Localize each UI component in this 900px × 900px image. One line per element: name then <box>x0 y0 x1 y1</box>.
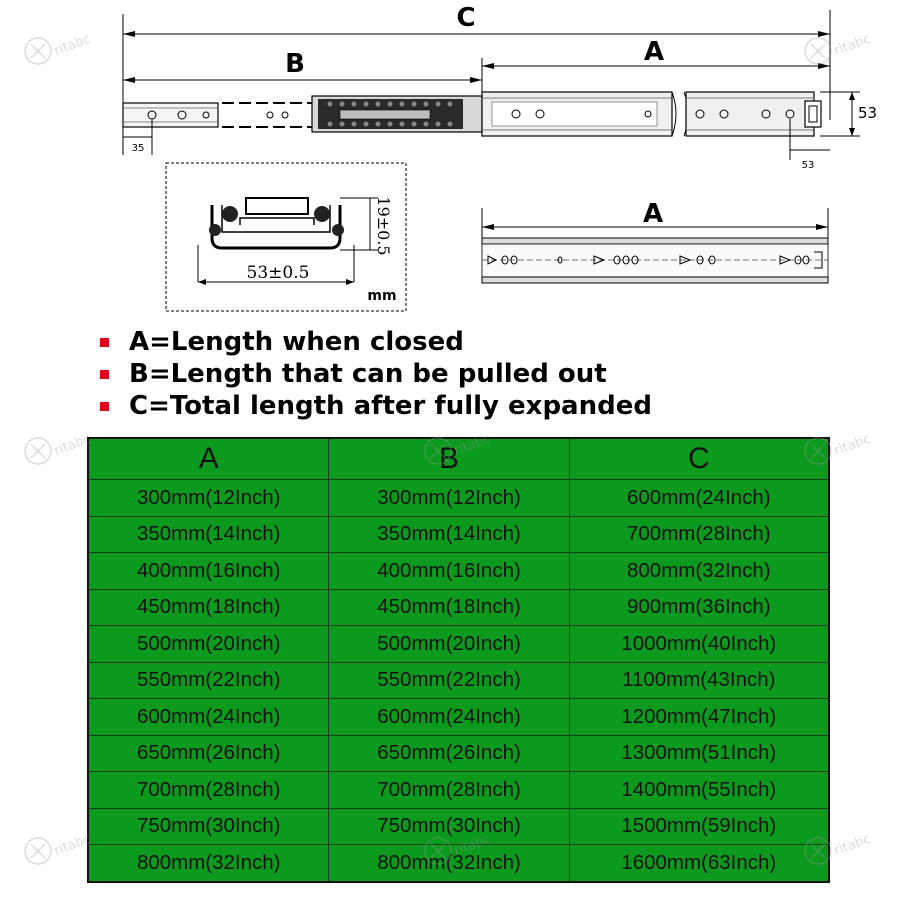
dim-a-side-label: A <box>642 199 664 229</box>
legend-item-b <box>100 358 800 390</box>
legend-item-a <box>100 326 800 358</box>
watermark-logo <box>800 425 890 469</box>
watermark-logo <box>420 825 510 869</box>
table-row <box>88 480 829 517</box>
table-row <box>88 626 829 663</box>
watermark-logo <box>420 425 510 469</box>
cross-section <box>166 163 406 311</box>
bullet-icon <box>100 402 109 411</box>
table-cell: 750mm(30Inch) <box>329 808 569 845</box>
table-cell: 500mm(20Inch) <box>329 626 569 663</box>
column-header-a: A <box>88 438 329 480</box>
table-cell: 450mm(18Inch) <box>88 589 329 626</box>
bullet-icon <box>100 370 109 379</box>
table-cell: 900mm(36Inch) <box>569 589 829 626</box>
table-cell: 750mm(30Inch) <box>88 808 329 845</box>
slide-rail-diagram <box>0 0 900 330</box>
legend-text-b: B=Length that can be pulled out <box>129 359 607 389</box>
table-cell: 1600mm(63Inch) <box>569 845 829 882</box>
table-cell: 1000mm(40Inch) <box>569 626 829 663</box>
table-cell: 800mm(32Inch) <box>329 845 569 882</box>
cross-width-label: 53±0.5 <box>246 263 310 283</box>
table-row <box>88 553 829 590</box>
table-row <box>88 589 829 626</box>
legend-item-c <box>100 390 800 422</box>
watermark-logo <box>800 825 890 869</box>
table-cell: 350mm(14Inch) <box>88 516 329 553</box>
column-header-c: C <box>569 438 829 480</box>
table-cell: 350mm(14Inch) <box>329 516 569 553</box>
table-cell: 800mm(32Inch) <box>569 553 829 590</box>
table-cell: 600mm(24Inch) <box>88 699 329 736</box>
svg-text:ritabc: ritabc <box>52 31 93 59</box>
watermark-logo <box>800 25 890 69</box>
table-cell: 1500mm(59Inch) <box>569 808 829 845</box>
dim-53-right-label: 53 <box>858 104 878 122</box>
svg-text:ritabc: ritabc <box>452 431 493 459</box>
dimension-53-right <box>820 92 877 136</box>
table-cell: 600mm(24Inch) <box>569 480 829 517</box>
table-row <box>88 516 829 553</box>
legend-text-c: C=Total length after fully expanded <box>129 391 652 421</box>
table-cell: 450mm(18Inch) <box>329 589 569 626</box>
table-cell: 650mm(26Inch) <box>329 735 569 772</box>
table-row <box>88 772 829 809</box>
table-cell: 700mm(28Inch) <box>569 516 829 553</box>
size-table <box>87 437 830 883</box>
table-cell: 800mm(32Inch) <box>88 845 329 882</box>
unit-label: mm <box>367 288 397 304</box>
svg-text:ritabc: ritabc <box>832 831 873 859</box>
bullet-icon <box>100 338 109 347</box>
cross-height-label: 19±0.5 <box>374 196 393 256</box>
dim-35-label: 35 <box>131 143 145 154</box>
watermark-logo <box>20 25 110 69</box>
dim-a-top-label: A <box>643 37 665 67</box>
table-row <box>88 735 829 772</box>
table-cell: 550mm(22Inch) <box>329 662 569 699</box>
table-row <box>88 662 829 699</box>
table-cell: 1300mm(51Inch) <box>569 735 829 772</box>
legend <box>100 326 800 422</box>
extended-rail <box>123 92 821 136</box>
table-cell: 300mm(12Inch) <box>88 480 329 517</box>
watermark-logo <box>20 825 110 869</box>
svg-text:ritabc: ritabc <box>52 431 93 459</box>
watermark-logo <box>20 425 110 469</box>
dim-c-label: C <box>456 3 476 33</box>
table-cell: 500mm(20Inch) <box>88 626 329 663</box>
column-header-b: B <box>329 438 569 480</box>
table-body <box>88 480 829 882</box>
table-cell: 700mm(28Inch) <box>329 772 569 809</box>
table-cell: 1200mm(47Inch) <box>569 699 829 736</box>
legend-text-a: A=Length when closed <box>129 327 464 357</box>
dimension-a-top <box>482 37 830 69</box>
table-cell: 1400mm(55Inch) <box>569 772 829 809</box>
side-view-rail <box>482 199 828 283</box>
dim-b-label: B <box>285 49 305 79</box>
svg-text:ritabc: ritabc <box>832 31 873 59</box>
table-cell: 300mm(12Inch) <box>329 480 569 517</box>
table-cell: 400mm(16Inch) <box>329 553 569 590</box>
dim-53-bottom-label: 53 <box>801 160 815 171</box>
svg-text:ritabc: ritabc <box>52 831 93 859</box>
table-cell: 650mm(26Inch) <box>88 735 329 772</box>
table-row <box>88 699 829 736</box>
svg-text:ritabc: ritabc <box>452 831 493 859</box>
svg-text:ritabc: ritabc <box>832 431 873 459</box>
table-cell: 400mm(16Inch) <box>88 553 329 590</box>
table-cell: 1100mm(43Inch) <box>569 662 829 699</box>
table-cell: 550mm(22Inch) <box>88 662 329 699</box>
table-cell: 600mm(24Inch) <box>329 699 569 736</box>
table-cell: 700mm(28Inch) <box>88 772 329 809</box>
